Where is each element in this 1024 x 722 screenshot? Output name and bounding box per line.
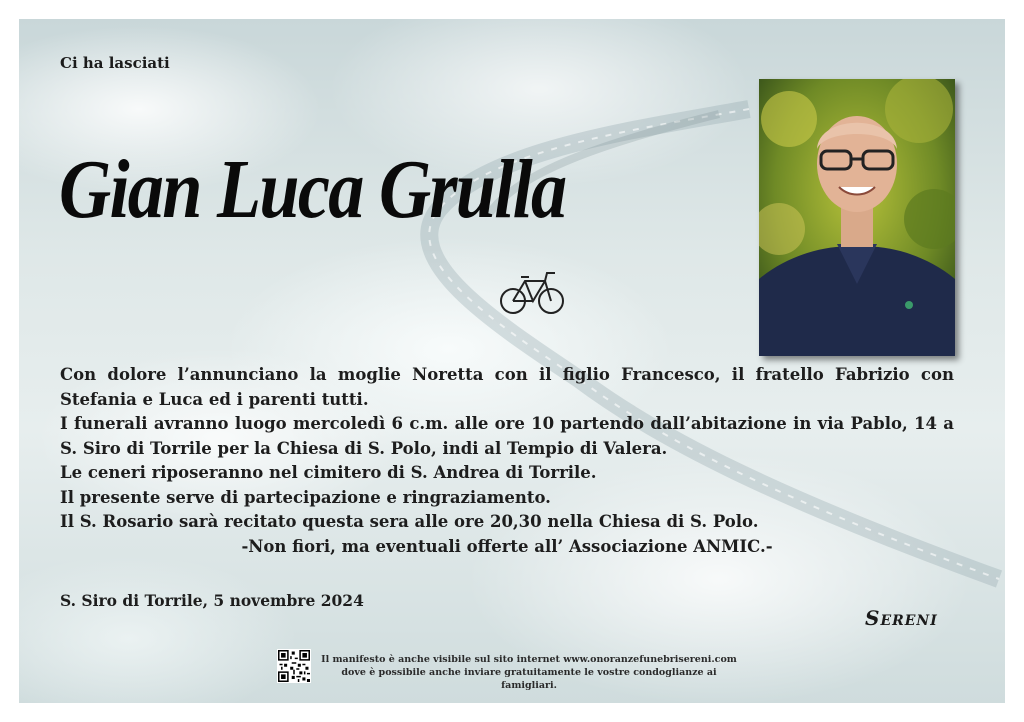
intro-text: Ci ha lasciati	[60, 54, 170, 72]
portrait-illustration	[759, 79, 955, 356]
footer-line: dove è possibile anche inviare gratuitamente le vostre condoglianze ai famigliari.	[341, 667, 717, 691]
bicycle-icon	[499, 263, 565, 317]
announcement-paragraph: I funerali avranno luogo mercoledì 6 c.m. alle ore 10 partendo dall’abitazione in via Pablo, 14 a S. Siro di Torrile per la Chiesa di S. Polo, indi al Tempio di Valera.	[60, 414, 954, 458]
qr-code-icon[interactable]	[277, 649, 311, 683]
announcement-paragraph: Il S. Rosario sarà recitato questa sera alle ore 20,30 nella Chiesa di S. Polo.	[60, 512, 759, 531]
closing-note: -Non fiori, ma eventuali offerte all’ Associazione ANMIC.-	[241, 536, 773, 556]
portrait-photo	[759, 79, 955, 356]
announcement-body	[60, 363, 954, 559]
place-date: S. Siro di Torrile, 5 novembre 2024	[60, 591, 364, 610]
announcement-paragraph: Il presente serve di partecipazione e ringraziamento.	[60, 487, 551, 507]
announcement-paragraph: Con dolore l’annunciano la moglie Noretta con il figlio Francesco, il fratello Fabrizio con Stefania e Luca ed i parenti tutti.	[60, 365, 954, 409]
announcement-paragraph: Le ceneri riposeranno nel cimitero di S. Andrea di Torrile.	[60, 463, 597, 482]
agency-logo: Sereni	[865, 606, 938, 630]
obituary-poster	[19, 19, 1005, 703]
footer-line: Il manifesto è anche visibile sul sito internet www.onoranzefunebrisereni.com	[321, 654, 737, 665]
deceased-name: Gian Luca Grulla	[59, 143, 566, 236]
website-footer	[319, 653, 739, 692]
